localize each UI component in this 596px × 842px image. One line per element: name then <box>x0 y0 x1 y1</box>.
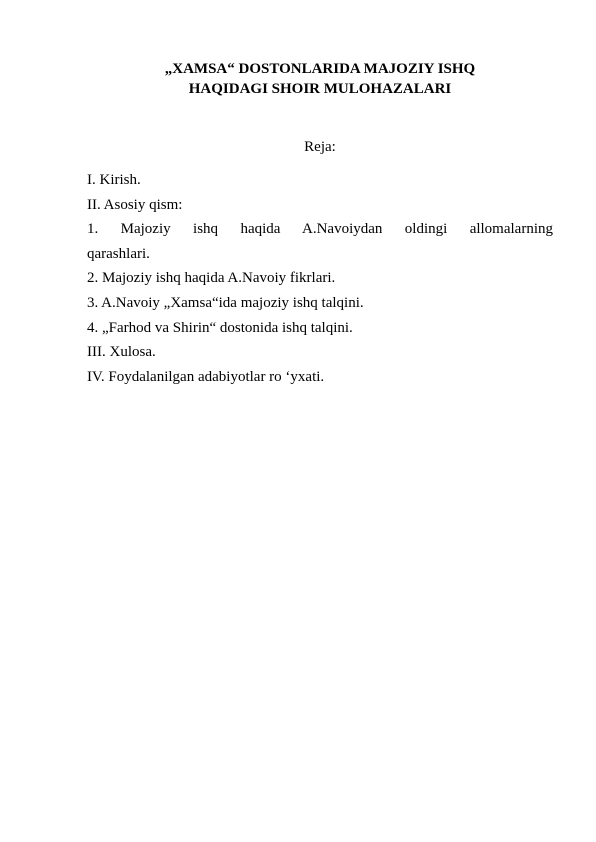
outline-item-main-part: II. Asosiy qism: <box>87 196 183 213</box>
outline-item-2: 2. Majoziy ishq haqida A.Navoiy fikrlari. <box>87 270 336 287</box>
title-line-2: HAQIDAGI SHOIR MULOHAZALARI <box>188 81 452 97</box>
title-line-1: „XAMSA“ DOSTONLARIDA MAJOZIY ISHQ <box>164 61 476 77</box>
outline-item-conclusion: III. Xulosa. <box>87 344 156 361</box>
outline-item-1: 1. Majoziy ishq haqida A.Navoiydan oldingi allomalarning <box>87 221 553 238</box>
outline-item-references: IV. Foydalanilgan adabiyotlar ro ‘yxati. <box>87 368 325 385</box>
outline-item-4: 4. „Farhod va Shirin“ dostonida ishq talqini. <box>87 319 353 336</box>
document-title <box>60 59 580 99</box>
plan-outline <box>87 168 553 389</box>
outline-item-3: 3. A.Navoiy „Xamsa“ida majoziy ishq talqini. <box>87 294 364 311</box>
outline-item-1-continued: qarashlari. <box>87 245 150 262</box>
outline-item-introduction: I. Kirish. <box>87 172 141 188</box>
plan-heading: Reja: <box>304 139 336 155</box>
